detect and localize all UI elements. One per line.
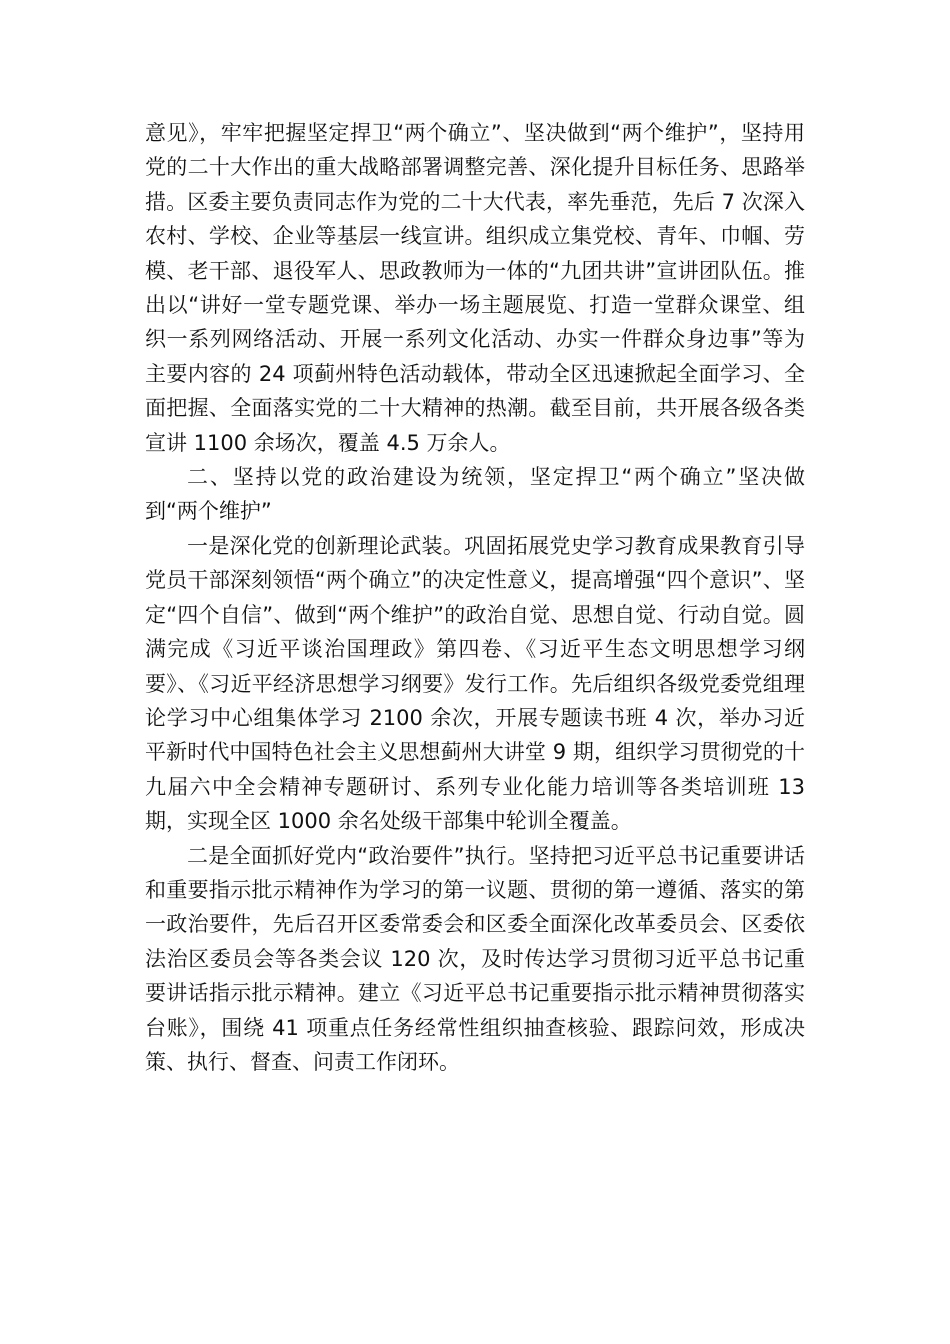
- paragraph-political-requirements: 二是全面抓好党内“政治要件”执行。坚持把习近平总书记重要讲话和重要指示批示精神作为学习的第一议题、贯彻的第一遵循、落实的第一政治要件，先后召开区委常委会和区委全面深化改革委员会、区委依法治区委员会等各类会议 120 次，及时传达学习贯彻习近平总书记重要讲话指示批示精神。建立《习近平总书记重要指示批示精神贯彻落实台账》，围绕 41 项重点任务经常性组织抽查核验、跟踪问效，形成决策、执行、督查、问责工作闭环。: [145, 843, 805, 1074]
- paragraph-theory-study: 一是深化党的创新理论武装。巩固拓展党史学习教育成果教育引导党员干部深刻领悟“两个确立”的决定性意义，提高增强“四个意识”、坚定“四个自信”、做到“两个维护”的政治自觉、思想自觉、行动自觉。圆满完成《习近平谈治国理政》第四卷、《习近平生态文明思想学习纲要》、《习近平经济思想学习纲要》发行工作。先后组织各级党委党组理论学习中心组集体学习 2100 余次，开展专题读书班 4 次，举办习近平新时代中国特色社会主义思想蓟州大讲堂 9 期，组织学习贯彻党的十九届六中全会精神专题研讨、系列专业化能力培训等各类培训班 13 期，实现全区 1000 余名处级干部集中轮训全覆盖。: [145, 533, 805, 834]
- section-heading: 二、坚持以党的政治建设为统领，坚定捍卫“两个确立”坚决做到“两个维护”: [145, 465, 805, 524]
- document-body: [145, 116, 805, 1079]
- paragraph-continuation: 意见》，牢牢把握坚定捍卫“两个确立”、坚决做到“两个维护”，坚持用党的二十大作出的重大战略部署调整完善、深化提升目标任务、思路举措。区委主要负责同志作为党的二十大代表，率先垂范，先后 7 次深入农村、学校、企业等基层一线宣讲。组织成立集党校、青年、巾帼、劳模、老干部、退役军人、思政教师为一体的“九团共讲”宣讲团队伍。推出以“讲好一堂专题党课、举办一场主题展览、打造一堂群众课堂、组织一系列网络活动、开展一系列文化活动、办实一件群众身边事”等为主要内容的 24 项蓟州特色活动载体，带动全区迅速掀起全面学习、全面把握、全面落实党的二十大精神的热潮。截至目前，共开展各级各类宣讲 1100 余场次，覆盖 4.5 万余人。: [145, 121, 805, 455]
